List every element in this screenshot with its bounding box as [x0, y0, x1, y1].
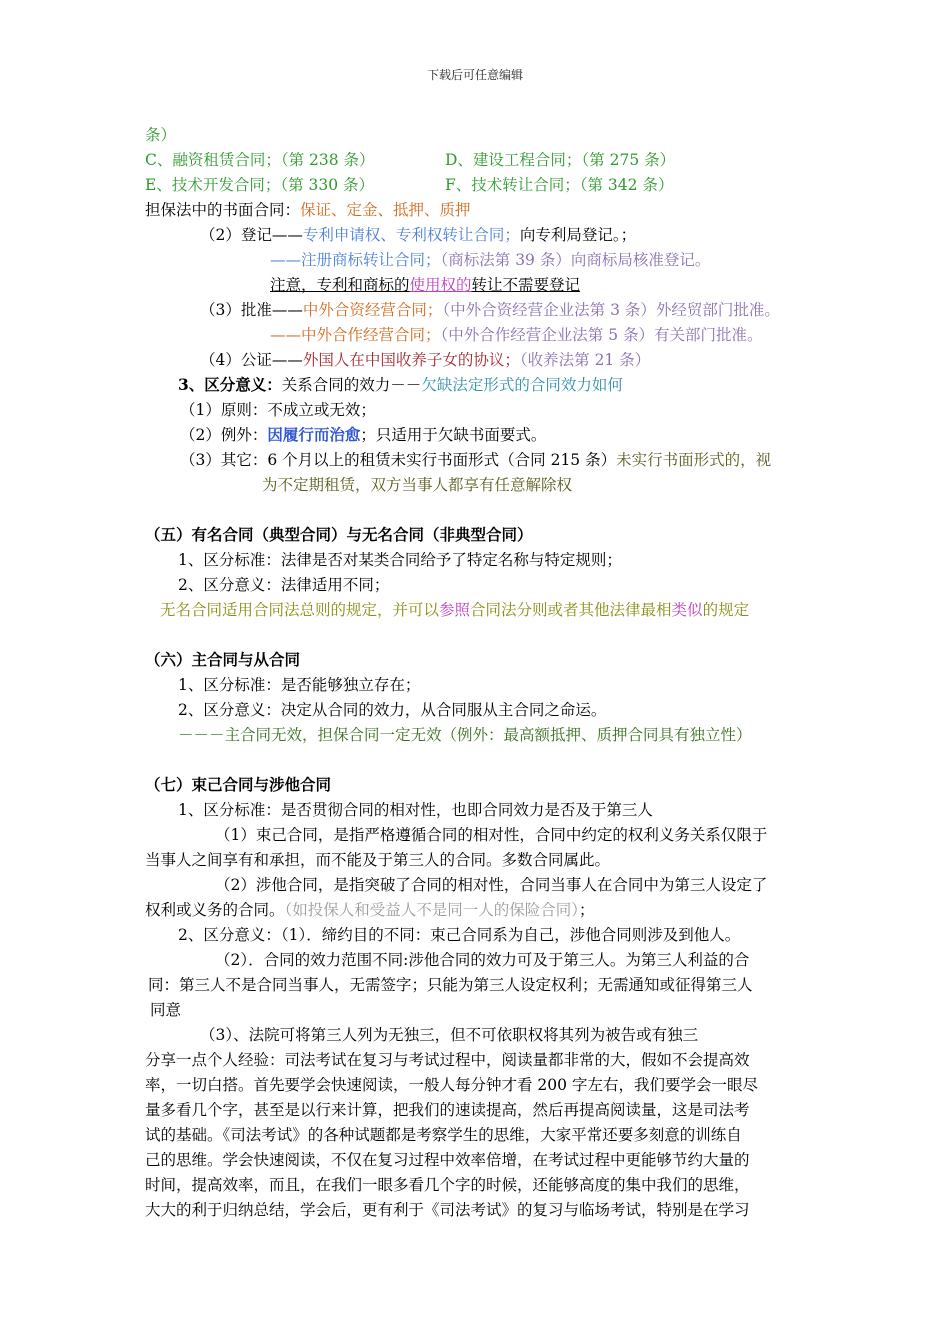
text-line: 1、区分标准：是否贯彻合同的相对性，也即合同效力是否及于第三人 [178, 801, 653, 819]
text-line [200, 300, 780, 320]
text-span: 未实行书面形式的，视 [616, 451, 772, 469]
text-span: （收养法第 21 条） [519, 351, 651, 369]
text-line: 2、区分意义：法律适用不同； [178, 576, 390, 594]
text-span: （中外合作经营企业法第 5 条）有关部门批准。 [440, 326, 763, 344]
text-line [180, 450, 771, 470]
text-span: ——中外合作经营合同； [270, 326, 441, 344]
text-line: 时间，提高效率，而且，在我们一眼多看几个字的时候，还能够高度的集中我们的思维， [145, 1176, 750, 1194]
section-heading: （七）束己合同与涉他合同 [145, 775, 332, 794]
text-line: 条） [145, 126, 177, 144]
text-line: 量多看几个字，甚至是以行来计算，把我们的速读提高，然后再提高阅读量，这是司法考 [145, 1101, 750, 1119]
text-span: 欠缺法定形式的合同效力如何 [421, 376, 623, 394]
text-span: 担保法中的书面合同： [145, 201, 301, 219]
text-line: 1、区分标准：是否能够独立存在； [178, 676, 421, 694]
text-line: 率，一切白搭。首先要学会快速阅读，一般人每分钟才看 200 字左右，我们要学会一眼尽 [145, 1076, 758, 1094]
text-line: D、建设工程合同；（第 275 条） [445, 151, 676, 169]
text-line [178, 375, 623, 395]
text-span: 参照 [439, 601, 471, 619]
text-span: （2）登记—— [200, 226, 303, 244]
text-span: 合同法分则或者其他法律最相 [470, 601, 672, 619]
text-span: 保证、定金、抵押、质押 [300, 201, 471, 219]
text-span: （4）公证—— [200, 351, 303, 369]
text-span: 权利或义务的合同。 [145, 901, 285, 919]
text-span: 向专利局登记。； [519, 226, 637, 244]
text-line: 己的思维。学会快速阅读，不仅在复习过程中效率倍增，在考试过程中更能够节约大量的 [145, 1151, 750, 1169]
text-span: （商标法第 39 条）向商标局核准登记。 [440, 251, 711, 269]
text-span: （2）例外： [180, 426, 268, 444]
text-span: ； [579, 901, 595, 919]
text-line: （1）原则：不成立或无效； [180, 401, 376, 419]
text-line: C、融资租赁合同；（第 238 条） [145, 151, 375, 169]
text-span: （如投保人和受益人不是同一人的保险合同） [284, 901, 580, 919]
text-line: （3）、法院可将第三人列为无独三，但不可依职权将其列为被告或有独三 [200, 1026, 699, 1044]
text-line: 分享一点个人经验：司法考试在复习与考试过程中，阅读量都非常的大，假如不会提高效 [145, 1051, 750, 1069]
text-line: －－－主合同无效，担保合同一定无效（例外：最高额抵押、质押合同具有独立性） [178, 726, 752, 744]
text-line: （1）束己合同，是指严格遵循合同的相对性，合同中约定的权利义务关系仅限于 [215, 826, 768, 844]
text-span: 注意，专利和商标的 [270, 276, 410, 294]
text-span: 的规定 [702, 601, 750, 619]
text-line [270, 275, 580, 295]
text-line: 试的基础。《司法考试》的各种试题都是考察学生的思维，大家平常还要多刻意的训练自 [145, 1126, 742, 1144]
text-line: 为不定期租赁，双方当事人都享有任意解除权 [262, 476, 573, 494]
page-header: 下载后可任意编辑 [426, 68, 523, 82]
text-line [270, 250, 710, 270]
text-line [200, 350, 650, 370]
text-span: ；只适用于欠缺书面要式。 [360, 426, 547, 444]
text-span: 类似 [671, 601, 703, 619]
text-line: 1、区分标准：法律是否对某类合同给予了特定名称与特定规则； [178, 551, 622, 569]
text-line: 同意 [150, 1001, 182, 1019]
text-line: 同：第三人不是合同当事人，无需签字；只能为第三人设定权利；无需通知或征得第三人 [148, 976, 753, 994]
section-heading: （五）有名合同（典型合同）与无名合同（非典型合同） [145, 525, 533, 544]
text-line: 大大的利于归纳总结，学会后，更有利于《司法考试》的复习与临场考试，特别是在学习 [145, 1201, 750, 1219]
text-line: （2）．合同的效力范围不同:涉他合同的效力可及于第三人。为第三人利益的合 [215, 951, 750, 969]
text-span: 无名合同适用合同法总则的规定，并可以 [160, 601, 440, 619]
section-heading: （六）主合同与从合同 [145, 650, 301, 669]
text-span: 专利申请权、专利权转让合同； [302, 226, 520, 244]
text-line: （2）涉他合同，是指突破了合同的相对性，合同当事人在合同中为第三人设定了 [215, 876, 768, 894]
text-span: 3、区分意义： [178, 375, 282, 394]
text-span: ——注册商标转让合同； [270, 251, 441, 269]
text-line [200, 225, 636, 245]
text-line [180, 425, 546, 445]
text-span: 关系合同的效力－－ [281, 376, 422, 394]
text-span: （3）其它：6 个月以上的租赁未实行书面形式（合同 215 条） [180, 451, 617, 469]
text-line [160, 600, 749, 620]
text-line [270, 325, 762, 345]
text-line [145, 200, 471, 220]
text-span: 转让不需要登记 [471, 276, 581, 294]
text-span: （3）批准—— [200, 301, 303, 319]
text-span: 中外合资经营合同； [302, 301, 443, 319]
text-span: （中外合资经营企业法第 3 条）外经贸部门批准。 [442, 301, 780, 319]
text-line: F、技术转让合同；（第 342 条） [445, 176, 674, 194]
text-span: 外国人在中国收养子女的协议； [302, 351, 520, 369]
text-line: 2、区分意义：（1）．缔约目的不同：束己合同系为自己，涉他合同则涉及到他人。 [178, 926, 741, 944]
text-span: 使用权的 [409, 276, 472, 294]
text-line [145, 900, 595, 920]
text-line: E、技术开发合同；（第 330 条） [145, 176, 375, 194]
text-line: 2、区分意义：决定从合同的效力，从合同服从主合同之命运。 [178, 701, 607, 719]
text-span: 因履行而治愈 [267, 425, 361, 444]
text-line: 当事人之间享有和承担，而不能及于第三人的合同。多数合同属此。 [145, 851, 611, 869]
